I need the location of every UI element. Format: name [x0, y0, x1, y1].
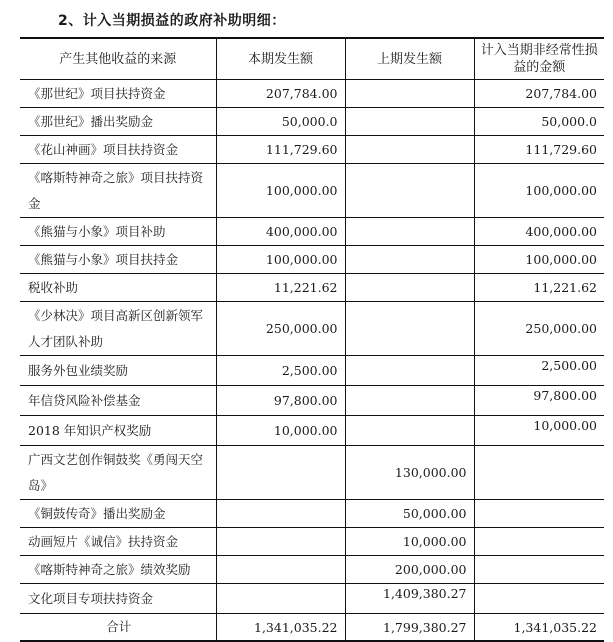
total-row [20, 614, 604, 642]
table-row [20, 556, 604, 584]
cell-source: 税收补助 [20, 274, 216, 302]
cell-current: 50,000.0 [216, 108, 345, 136]
cell-source: 《铜鼓传奇》播出奖励金 [20, 500, 216, 528]
cell-current [216, 500, 345, 528]
cell-prior [345, 302, 474, 356]
section-title: 2、计入当期损益的政府补助明细： [58, 13, 286, 29]
cell-current [216, 528, 345, 556]
header-current-period: 本期发生额 [216, 38, 345, 80]
cell-current: 2,500.00 [216, 356, 345, 386]
table-row [20, 218, 604, 246]
cell-source: 《熊猫与小象》项目扶持金 [20, 246, 216, 274]
cell-prior [345, 108, 474, 136]
table-row [20, 302, 604, 356]
cell-nonrecurring [474, 500, 604, 528]
cell-prior [345, 416, 474, 446]
cell-nonrecurring: 50,000.0 [474, 108, 604, 136]
cell-prior: 10,000.00 [345, 528, 474, 556]
table-row [20, 386, 604, 416]
cell-current: 100,000.00 [216, 164, 345, 218]
cell-nonrecurring: 97,800.00 [474, 386, 604, 416]
cell-nonrecurring [474, 446, 604, 500]
header-source: 产生其他收益的来源 [20, 38, 216, 80]
cell-prior [345, 274, 474, 302]
total-label: 合计 [20, 614, 216, 642]
total-current: 1,341,035.22 [216, 614, 345, 642]
table-row [20, 246, 604, 274]
table-header-row [20, 38, 604, 80]
cell-source: 动画短片《诚信》扶持资金 [20, 528, 216, 556]
cell-nonrecurring [474, 584, 604, 614]
cell-nonrecurring: 250,000.00 [474, 302, 604, 356]
cell-prior: 200,000.00 [345, 556, 474, 584]
table-row [20, 108, 604, 136]
government-subsidy-table [20, 37, 604, 642]
cell-current: 97,800.00 [216, 386, 345, 416]
cell-current: 400,000.00 [216, 218, 345, 246]
total-prior: 1,799,380.27 [345, 614, 474, 642]
cell-nonrecurring: 100,000.00 [474, 164, 604, 218]
cell-current: 10,000.00 [216, 416, 345, 446]
cell-current: 11,221.62 [216, 274, 345, 302]
cell-current: 100,000.00 [216, 246, 345, 274]
cell-current [216, 446, 345, 500]
table-row [20, 136, 604, 164]
cell-prior [345, 136, 474, 164]
cell-nonrecurring: 111,729.60 [474, 136, 604, 164]
cell-source: 广西文艺创作铜鼓奖《勇闯天空岛》 [20, 446, 216, 500]
cell-source: 《熊猫与小象》项目补助 [20, 218, 216, 246]
cell-nonrecurring: 11,221.62 [474, 274, 604, 302]
cell-source: 《那世纪》项目扶持资金 [20, 80, 216, 108]
cell-nonrecurring [474, 556, 604, 584]
cell-source: 2018 年知识产权奖励 [20, 416, 216, 446]
cell-current: 111,729.60 [216, 136, 345, 164]
cell-nonrecurring: 10,000.00 [474, 416, 604, 446]
cell-current [216, 584, 345, 614]
cell-source: 《那世纪》播出奖励金 [20, 108, 216, 136]
cell-current: 207,784.00 [216, 80, 345, 108]
cell-prior: 1,409,380.27 [345, 584, 474, 614]
cell-prior [345, 386, 474, 416]
header-prior-period: 上期发生额 [345, 38, 474, 80]
cell-prior [345, 246, 474, 274]
table-row [20, 446, 604, 500]
cell-current [216, 556, 345, 584]
table-row [20, 416, 604, 446]
cell-prior [345, 80, 474, 108]
cell-nonrecurring: 400,000.00 [474, 218, 604, 246]
cell-prior: 130,000.00 [345, 446, 474, 500]
cell-prior [345, 164, 474, 218]
table-row [20, 164, 604, 218]
header-nonrecurring: 计入当期非经常性损益的金额 [474, 38, 604, 80]
table-row [20, 528, 604, 556]
cell-source: 《喀斯特神奇之旅》绩效奖励 [20, 556, 216, 584]
cell-source: 《少林决》项目高新区创新领军人才团队补助 [20, 302, 216, 356]
cell-nonrecurring: 207,784.00 [474, 80, 604, 108]
cell-nonrecurring: 2,500.00 [474, 356, 604, 386]
table-row [20, 356, 604, 386]
total-nonrecurring: 1,341,035.22 [474, 614, 604, 642]
cell-source: 《花山神画》项目扶持资金 [20, 136, 216, 164]
cell-nonrecurring: 100,000.00 [474, 246, 604, 274]
cell-nonrecurring [474, 528, 604, 556]
table-row [20, 584, 604, 614]
cell-source: 《喀斯特神奇之旅》项目扶持资金 [20, 164, 216, 218]
cell-source: 服务外包业绩奖励 [20, 356, 216, 386]
cell-current: 250,000.00 [216, 302, 345, 356]
table-row [20, 500, 604, 528]
cell-prior [345, 356, 474, 386]
cell-source: 文化项目专项扶持资金 [20, 584, 216, 614]
cell-source: 年信贷风险补偿基金 [20, 386, 216, 416]
table-row [20, 274, 604, 302]
cell-prior: 50,000.00 [345, 500, 474, 528]
table-row [20, 80, 604, 108]
cell-prior [345, 218, 474, 246]
